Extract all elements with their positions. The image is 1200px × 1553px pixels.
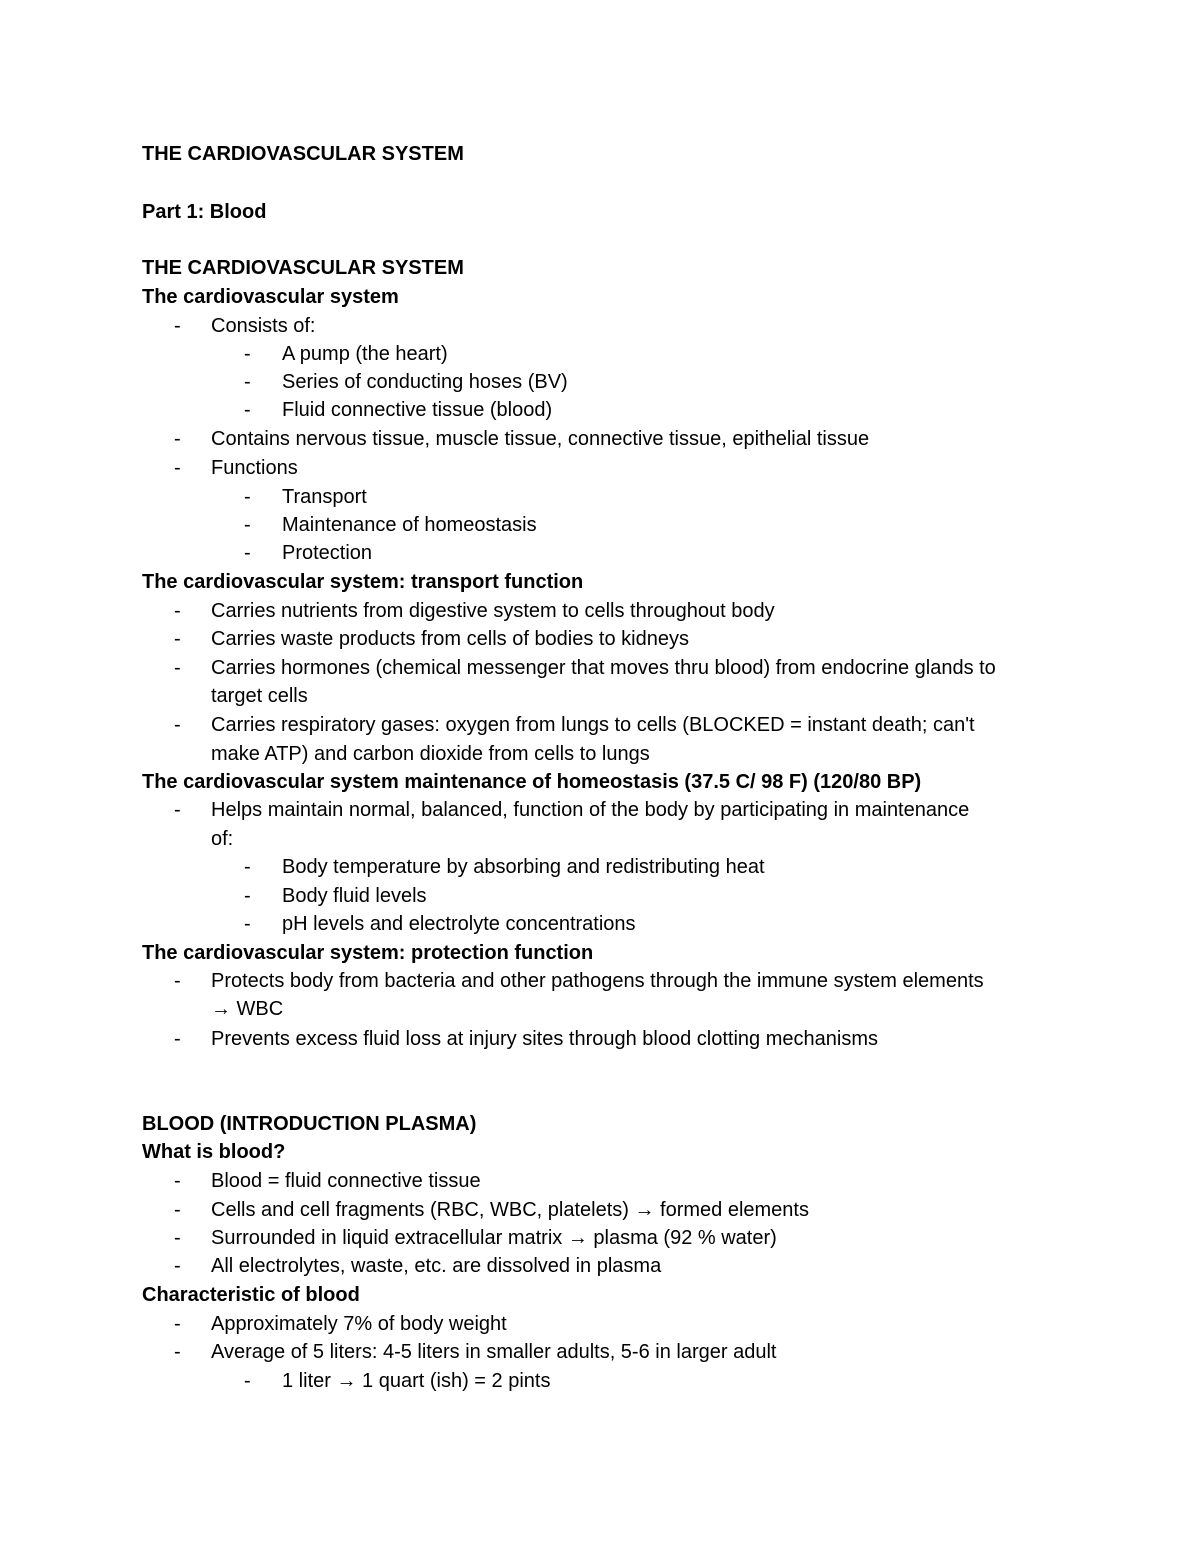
list-item-text: Protection: [282, 542, 373, 564]
part-heading: Part 1: Blood: [142, 201, 267, 223]
bullet-dash: -: [174, 457, 181, 479]
bullet-dash: -: [244, 486, 251, 508]
list-item-text: Average of 5 liters: 4-5 liters in smaller adults, 5-6 in larger adult: [211, 1341, 777, 1363]
subheading-characteristic-of-blood: Characteristic of blood: [142, 1284, 360, 1306]
list-item-text: Prevents excess fluid loss at injury sites through blood clotting mechanisms: [211, 1028, 878, 1050]
list-item-text: Protects body from bacteria and other pathogens through the immune system elements: [211, 970, 984, 992]
bullet-dash: -: [174, 1170, 181, 1192]
subheading-transport-function: The cardiovascular system: transport function: [142, 571, 584, 593]
list-item-text: Blood = fluid connective tissue: [211, 1170, 481, 1192]
bullet-dash: -: [174, 1341, 181, 1363]
bullet-dash: -: [244, 542, 251, 564]
bullet-dash: -: [174, 1028, 181, 1050]
list-item-text-continued: → WBC: [211, 998, 284, 1020]
bullet-dash: -: [174, 1313, 181, 1335]
subheading-homeostasis: The cardiovascular system maintenance of homeostasis (37.5 C/ 98 F) (120/80 BP): [142, 771, 922, 793]
list-item-text: pH levels and electrolyte concentrations: [282, 913, 636, 935]
bullet-dash: -: [244, 371, 251, 393]
list-item-text: Transport: [282, 486, 367, 508]
list-item-text: Carries hormones (chemical messenger that moves thru blood) from endocrine glands to: [211, 657, 996, 679]
bullet-dash: -: [174, 799, 181, 821]
subheading-protection-function: The cardiovascular system: protection function: [142, 942, 594, 964]
bullet-dash: -: [244, 1370, 251, 1392]
list-item-text: Fluid connective tissue (blood): [282, 399, 553, 421]
bullet-dash: -: [174, 1199, 181, 1221]
bullet-dash: -: [174, 428, 181, 450]
bullet-dash: -: [174, 315, 181, 337]
bullet-dash: -: [174, 628, 181, 650]
list-item-text: Approximately 7% of body weight: [211, 1313, 507, 1335]
bullet-dash: -: [174, 714, 181, 736]
bullet-dash: -: [174, 1227, 181, 1249]
bullet-dash: -: [244, 399, 251, 421]
list-item-text: Surrounded in liquid extracellular matrix → plasma (92 % water): [211, 1227, 777, 1249]
bullet-dash: -: [244, 514, 251, 536]
list-item-text: Carries nutrients from digestive system to cells throughout body: [211, 600, 775, 622]
bullet-dash: -: [244, 913, 251, 935]
bullet-dash: -: [174, 657, 181, 679]
list-item-text: Carries waste products from cells of bodies to kidneys: [211, 628, 689, 650]
list-item-text: Maintenance of homeostasis: [282, 514, 537, 536]
list-item-text: Body fluid levels: [282, 885, 427, 907]
list-item-text: Body temperature by absorbing and redistributing heat: [282, 856, 765, 878]
list-item-text: Cells and cell fragments (RBC, WBC, platelets) → formed elements: [211, 1199, 809, 1221]
list-item-text: Consists of:: [211, 315, 316, 337]
list-item-text: Contains nervous tissue, muscle tissue, connective tissue, epithelial tissue: [211, 428, 870, 450]
bullet-dash: -: [174, 1255, 181, 1277]
list-item-text-continued: make ATP) and carbon dioxide from cells to lungs: [211, 743, 650, 765]
bullet-dash: -: [244, 343, 251, 365]
bullet-dash: -: [244, 856, 251, 878]
list-item-text: Functions: [211, 457, 298, 479]
list-item-text-continued: target cells: [211, 685, 308, 707]
subheading-what-is-blood: What is blood?: [142, 1141, 286, 1163]
section-heading-blood: BLOOD (INTRODUCTION PLASMA): [142, 1113, 477, 1135]
section-heading-cardiovascular: THE CARDIOVASCULAR SYSTEM: [142, 257, 464, 279]
list-item-text: All electrolytes, waste, etc. are dissolved in plasma: [211, 1255, 662, 1277]
list-item-text: Series of conducting hoses (BV): [282, 371, 568, 393]
document-title: THE CARDIOVASCULAR SYSTEM: [142, 143, 464, 165]
bullet-dash: -: [174, 970, 181, 992]
list-item-text-continued: of:: [211, 828, 234, 850]
list-item-text: A pump (the heart): [282, 343, 448, 365]
bullet-dash: -: [174, 600, 181, 622]
list-item-text: Helps maintain normal, balanced, function of the body by participating in maintenance: [211, 799, 970, 821]
bullet-dash: -: [244, 885, 251, 907]
list-item-text: Carries respiratory gases: oxygen from lungs to cells (BLOCKED = instant death; can't: [211, 714, 975, 736]
list-item-text: 1 liter → 1 quart (ish) = 2 pints: [282, 1370, 551, 1392]
subheading-cardiovascular-system: The cardiovascular system: [142, 286, 399, 308]
